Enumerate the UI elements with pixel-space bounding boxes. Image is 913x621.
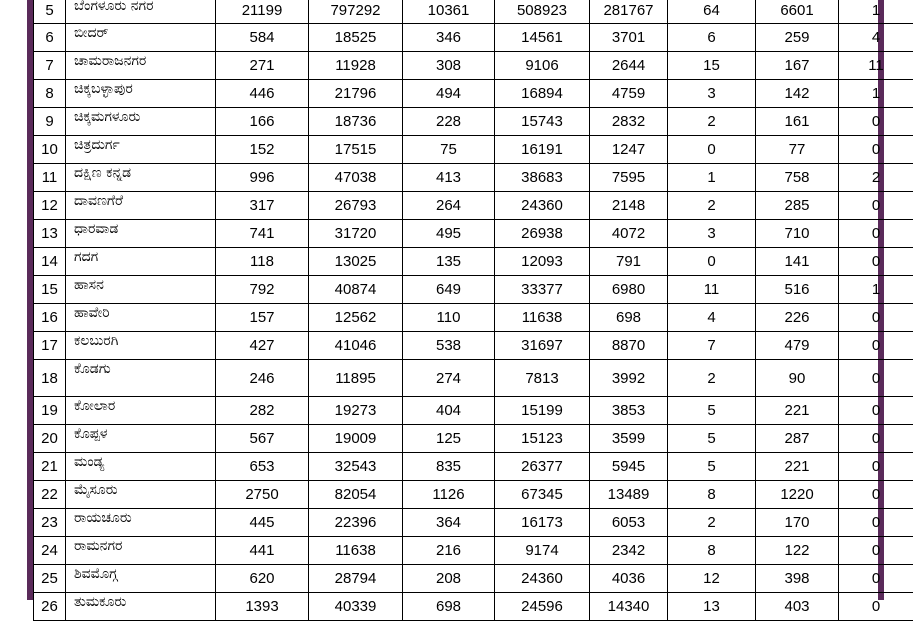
table-row [34,481,913,509]
value-col-8: 0 [839,108,913,136]
value-col-6: 5 [668,425,756,453]
value-col-7: 122 [756,537,839,565]
value-col-4: 24360 [495,565,590,593]
value-col-8: 11 [839,52,913,80]
value-col-7: 161 [756,108,839,136]
value-col-5: 13489 [590,481,668,509]
value-col-3: 649 [403,276,495,304]
value-col-4: 9174 [495,537,590,565]
value-col-3: 110 [403,304,495,332]
value-col-7: 479 [756,332,839,360]
row-number: 20 [34,425,66,453]
value-col-7: 287 [756,425,839,453]
value-col-3: 495 [403,220,495,248]
value-col-1: 620 [216,565,309,593]
row-number: 8 [34,80,66,108]
table-row [34,164,913,192]
district-name: ದಕ್ಷಿಣ ಕನ್ನಡ [66,164,216,192]
value-col-5: 2832 [590,108,668,136]
row-number: 17 [34,332,66,360]
value-col-6: 7 [668,332,756,360]
value-col-4: 26938 [495,220,590,248]
row-number: 11 [34,164,66,192]
row-number: 7 [34,52,66,80]
table-row [34,304,913,332]
value-col-4: 508923 [495,0,590,24]
table-row [34,52,913,80]
value-col-1: 246 [216,360,309,397]
value-col-2: 31720 [309,220,403,248]
value-col-1: 271 [216,52,309,80]
district-name: ಚಿಕ್ಕಬಳ್ಳಾಪುರ [66,80,216,108]
table-row [34,24,913,52]
value-col-7: 710 [756,220,839,248]
row-number: 26 [34,593,66,621]
district-name: ಮೈಸೂರು [66,481,216,509]
value-col-4: 14561 [495,24,590,52]
district-name: ಚಿತ್ರದುರ್ಗ [66,136,216,164]
district-name: ಕೋಲಾರ [66,397,216,425]
table-row [34,537,913,565]
value-col-5: 698 [590,304,668,332]
value-col-5: 3599 [590,425,668,453]
value-col-1: 446 [216,80,309,108]
value-col-2: 13025 [309,248,403,276]
value-col-6: 3 [668,80,756,108]
value-col-1: 21199 [216,0,309,24]
value-col-4: 31697 [495,332,590,360]
value-col-7: 90 [756,360,839,397]
value-col-5: 4072 [590,220,668,248]
value-col-2: 18525 [309,24,403,52]
value-col-1: 584 [216,24,309,52]
value-col-8: 0 [839,509,913,537]
value-col-8: 1 [839,0,913,24]
value-col-6: 64 [668,0,756,24]
row-number: 10 [34,136,66,164]
value-col-6: 13 [668,593,756,621]
value-col-7: 516 [756,276,839,304]
value-col-7: 170 [756,509,839,537]
value-col-4: 7813 [495,360,590,397]
district-name: ಗದಗ [66,248,216,276]
value-col-3: 135 [403,248,495,276]
value-col-4: 16173 [495,509,590,537]
value-col-2: 11928 [309,52,403,80]
district-data-table [33,0,913,621]
value-col-8: 0 [839,136,913,164]
row-number: 12 [34,192,66,220]
value-col-6: 0 [668,248,756,276]
value-col-2: 22396 [309,509,403,537]
value-col-5: 14340 [590,593,668,621]
district-name: ತುಮಕೂರು [66,593,216,621]
value-col-5: 3701 [590,24,668,52]
value-col-5: 2148 [590,192,668,220]
value-col-3: 10361 [403,0,495,24]
value-col-3: 538 [403,332,495,360]
value-col-2: 28794 [309,565,403,593]
value-col-5: 2342 [590,537,668,565]
value-col-8: 2 [839,164,913,192]
value-col-2: 21796 [309,80,403,108]
value-col-8: 0 [839,425,913,453]
value-col-7: 226 [756,304,839,332]
value-col-4: 11638 [495,304,590,332]
table-body [34,0,913,621]
value-col-4: 16191 [495,136,590,164]
value-col-3: 1126 [403,481,495,509]
value-col-5: 3992 [590,360,668,397]
value-col-7: 6601 [756,0,839,24]
value-col-1: 427 [216,332,309,360]
value-col-8: 0 [839,565,913,593]
row-number: 22 [34,481,66,509]
value-col-5: 6980 [590,276,668,304]
district-name: ಹಾವೇರಿ [66,304,216,332]
table-row [34,397,913,425]
value-col-1: 792 [216,276,309,304]
table-row [34,220,913,248]
row-number: 15 [34,276,66,304]
value-col-2: 17515 [309,136,403,164]
value-col-8: 1 [839,80,913,108]
value-col-5: 6053 [590,509,668,537]
table-row [34,332,913,360]
value-col-8: 0 [839,481,913,509]
value-col-6: 2 [668,509,756,537]
value-col-1: 157 [216,304,309,332]
district-name: ಮಂಡ್ಯ [66,453,216,481]
value-col-3: 274 [403,360,495,397]
value-col-3: 494 [403,80,495,108]
district-name: ರಾಮನಗರ [66,537,216,565]
value-col-7: 1220 [756,481,839,509]
row-number: 9 [34,108,66,136]
value-col-2: 11895 [309,360,403,397]
value-col-4: 26377 [495,453,590,481]
value-col-2: 19273 [309,397,403,425]
value-col-1: 445 [216,509,309,537]
value-col-4: 15743 [495,108,590,136]
value-col-5: 1247 [590,136,668,164]
value-col-1: 2750 [216,481,309,509]
value-col-8: 0 [839,220,913,248]
row-number: 18 [34,360,66,397]
value-col-1: 317 [216,192,309,220]
value-col-8: 0 [839,248,913,276]
value-col-7: 285 [756,192,839,220]
value-col-2: 12562 [309,304,403,332]
value-col-2: 32543 [309,453,403,481]
value-col-3: 228 [403,108,495,136]
value-col-7: 221 [756,453,839,481]
value-col-1: 166 [216,108,309,136]
value-col-1: 996 [216,164,309,192]
value-col-3: 413 [403,164,495,192]
value-col-3: 216 [403,537,495,565]
value-col-7: 398 [756,565,839,593]
table-row [34,453,913,481]
value-col-4: 9106 [495,52,590,80]
value-col-3: 364 [403,509,495,537]
value-col-8: 0 [839,192,913,220]
district-name: ದಾವಣಗೆರೆ [66,192,216,220]
value-col-5: 8870 [590,332,668,360]
table-row [34,509,913,537]
value-col-6: 5 [668,453,756,481]
value-col-4: 15199 [495,397,590,425]
value-col-7: 77 [756,136,839,164]
row-number: 19 [34,397,66,425]
value-col-5: 3853 [590,397,668,425]
row-number: 24 [34,537,66,565]
value-col-2: 47038 [309,164,403,192]
table-row [34,248,913,276]
value-col-8: 1 [839,276,913,304]
table-row [34,425,913,453]
value-col-5: 4036 [590,565,668,593]
district-name: ಕಲಬುರಗಿ [66,332,216,360]
value-col-5: 5945 [590,453,668,481]
value-col-4: 38683 [495,164,590,192]
district-name: ಬೆಂಗಳೂರು ನಗರ [66,0,216,24]
value-col-1: 152 [216,136,309,164]
district-name: ಹಾಸನ [66,276,216,304]
value-col-6: 2 [668,108,756,136]
value-col-2: 40874 [309,276,403,304]
value-col-6: 1 [668,164,756,192]
row-number: 21 [34,453,66,481]
value-col-2: 19009 [309,425,403,453]
table-row [34,136,913,164]
district-name: ಕೊಪ್ಪಳ [66,425,216,453]
value-col-7: 259 [756,24,839,52]
table-row [34,0,913,24]
table-row [34,80,913,108]
value-col-1: 653 [216,453,309,481]
value-col-2: 797292 [309,0,403,24]
value-col-1: 741 [216,220,309,248]
value-col-5: 281767 [590,0,668,24]
value-col-8: 0 [839,453,913,481]
value-col-4: 24596 [495,593,590,621]
table-row [34,108,913,136]
value-col-6: 2 [668,192,756,220]
value-col-7: 403 [756,593,839,621]
row-number: 25 [34,565,66,593]
value-col-1: 441 [216,537,309,565]
table-row [34,360,913,397]
value-col-6: 11 [668,276,756,304]
district-name: ಕೊಡಗು [66,360,216,397]
value-col-2: 26793 [309,192,403,220]
value-col-6: 5 [668,397,756,425]
value-col-3: 208 [403,565,495,593]
table-row [34,565,913,593]
value-col-3: 346 [403,24,495,52]
value-col-5: 2644 [590,52,668,80]
row-number: 14 [34,248,66,276]
value-col-5: 791 [590,248,668,276]
value-col-3: 264 [403,192,495,220]
value-col-1: 118 [216,248,309,276]
table-row [34,593,913,621]
value-col-1: 1393 [216,593,309,621]
value-col-8: 0 [839,593,913,621]
row-number: 13 [34,220,66,248]
value-col-3: 698 [403,593,495,621]
value-col-8: 0 [839,304,913,332]
value-col-7: 221 [756,397,839,425]
district-name: ಬೀದರ್ [66,24,216,52]
value-col-7: 758 [756,164,839,192]
value-col-4: 12093 [495,248,590,276]
value-col-3: 835 [403,453,495,481]
value-col-4: 24360 [495,192,590,220]
value-col-2: 18736 [309,108,403,136]
value-col-1: 282 [216,397,309,425]
value-col-3: 125 [403,425,495,453]
value-col-4: 33377 [495,276,590,304]
value-col-7: 142 [756,80,839,108]
value-col-6: 3 [668,220,756,248]
row-number: 6 [34,24,66,52]
value-col-5: 7595 [590,164,668,192]
value-col-4: 16894 [495,80,590,108]
row-number: 16 [34,304,66,332]
value-col-8: 0 [839,332,913,360]
value-col-3: 75 [403,136,495,164]
value-col-4: 67345 [495,481,590,509]
value-col-6: 8 [668,481,756,509]
value-col-6: 8 [668,537,756,565]
row-number: 23 [34,509,66,537]
value-col-6: 12 [668,565,756,593]
table-row [34,192,913,220]
value-col-3: 308 [403,52,495,80]
value-col-3: 404 [403,397,495,425]
district-name: ಚಾಮರಾಜನಗರ [66,52,216,80]
row-number: 5 [34,0,66,24]
value-col-2: 40339 [309,593,403,621]
value-col-4: 15123 [495,425,590,453]
value-col-8: 0 [839,360,913,397]
value-col-5: 4759 [590,80,668,108]
district-name: ರಾಯಚೂರು [66,509,216,537]
district-name: ಚಿಕ್ಕಮಗಳೂರು [66,108,216,136]
value-col-6: 2 [668,360,756,397]
value-col-2: 82054 [309,481,403,509]
value-col-7: 167 [756,52,839,80]
district-name: ಶಿವಮೊಗ್ಗ [66,565,216,593]
value-col-2: 11638 [309,537,403,565]
value-col-6: 4 [668,304,756,332]
value-col-2: 41046 [309,332,403,360]
value-col-1: 567 [216,425,309,453]
value-col-7: 141 [756,248,839,276]
value-col-8: 0 [839,397,913,425]
district-name: ಧಾರವಾಡ [66,220,216,248]
value-col-8: 4 [839,24,913,52]
table-row [34,276,913,304]
value-col-8: 0 [839,537,913,565]
value-col-6: 6 [668,24,756,52]
value-col-6: 0 [668,136,756,164]
value-col-6: 15 [668,52,756,80]
